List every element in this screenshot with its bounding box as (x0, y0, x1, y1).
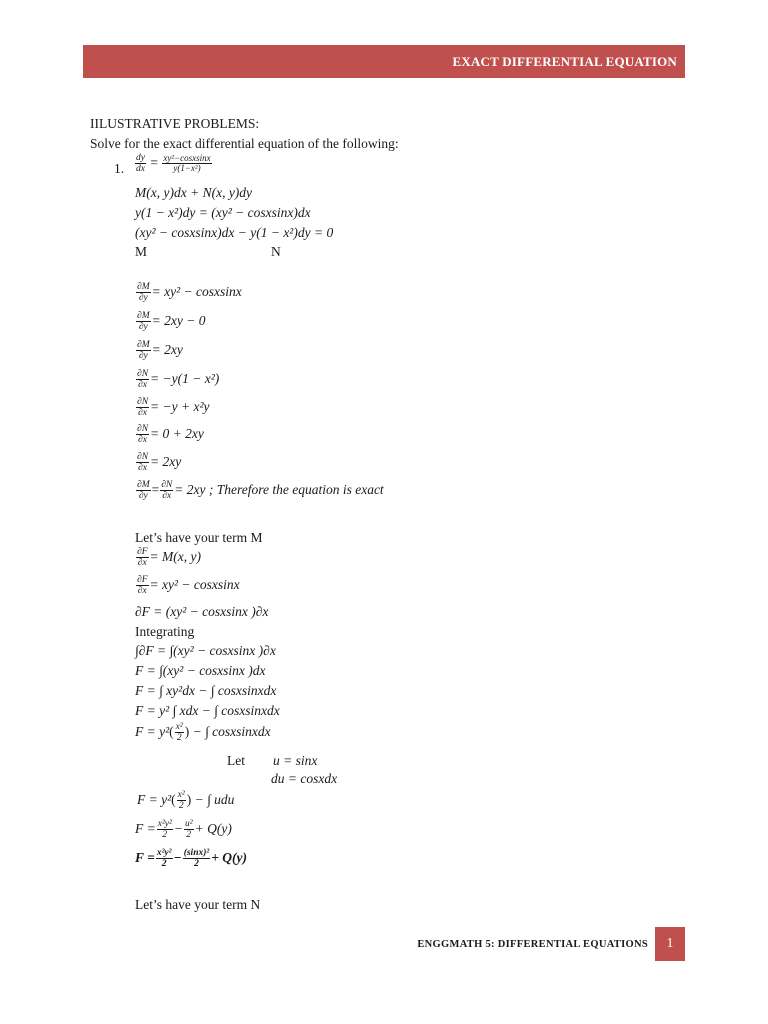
term-m-line-1: $\frac{\partial F}{\partial x}$ = M(x, y) (137, 547, 201, 569)
partial-line-1: $\frac{\partial M}{\partial y}$ = xy² − cosxsinx (137, 282, 242, 304)
header-bar (83, 45, 685, 78)
partial-line-5: $\frac{\partial N}{\partial x}$ = −y + x²y (137, 397, 210, 419)
term-n-heading: Let’s have your term N (135, 897, 261, 912)
integral-line-7: F = $\frac{\text{x²y²}}{2}$ − $\frac{\text{u²}}{2}$ + Q(y) (135, 819, 232, 841)
given-fraction-left: $\frac{dy}{dx}$ (136, 153, 145, 175)
integral-line-6: F = y²( $\frac{\text{x²}}{2}$ ) − ∫ udu (137, 790, 235, 812)
term-m-line-3: ∂F = (xy² − cosxsinx )∂x (135, 604, 269, 619)
partial-line-3: $\frac{\partial M}{\partial y}$ = 2xy (137, 340, 183, 362)
integrating-label: Integrating (135, 624, 195, 639)
given-fraction-right: $\frac{\text{xy²−cosxsinx}}{\text{y(1−x²)}}$ (163, 152, 211, 174)
partial-line-2: $\frac{\partial M}{\partial y}$ = 2xy − 0 (137, 311, 206, 333)
partial-line-8: $\frac{\partial M}{\partial y}$ = $\frac{\partial N}{\partial x}$ = 2xy ; Therefore the equation is exact (137, 480, 384, 502)
let-u: u = sinx (273, 753, 318, 768)
partial-line-7: $\frac{\partial N}{\partial x}$ = 2xy (137, 452, 182, 474)
problem-number: 1. (114, 161, 125, 176)
let-du: du = cosxdx (271, 771, 338, 786)
equation-line-3: (xy² − cosxsinx)dx − y(1 − x²)dy = 0 (135, 225, 334, 240)
partial-line-4: $\frac{\partial N}{\partial x}$ = −y(1 − x²) (137, 369, 220, 391)
equation-line-2: y(1 − x²)dy = (xy² − cosxsinx)dx (135, 205, 311, 220)
given-equation: $\frac{dy}{dx}$ = $\frac{\text{xy²−cosxsinx}}{\text{y(1−x²)}}$ (136, 152, 211, 175)
partial-line-6: $\frac{\partial N}{\partial x}$ = 0 + 2xy (137, 424, 204, 446)
let-word: Let (227, 753, 245, 768)
section-heading: IILUSTRATIVE PROBLEMS: (90, 116, 260, 131)
integral-line-4: F = y² ∫ xdx − ∫ cosxsinxdx (135, 703, 280, 718)
header-title: EXACT DIFFERENTIAL EQUATION (452, 54, 677, 69)
page-number: 1 (655, 927, 685, 961)
integral-line-5: F = y²( $\frac{\text{x²}}{2}$ ) − ∫ cosxsinxdx (135, 722, 271, 744)
equation-line-1: M(x, y)dx + N(x, y)dy (135, 185, 253, 200)
term-m-heading: Let’s have your term M (135, 530, 263, 545)
label-n: N (271, 244, 281, 259)
integral-line-1: ∫∂F = ∫(xy² − cosxsinx )∂x (135, 643, 276, 658)
term-m-line-2: $\frac{\partial F}{\partial x}$ = xy² − cosxsinx (137, 575, 240, 597)
integral-line-3: F = ∫ xy²dx − ∫ cosxsinxdx (135, 683, 277, 698)
integral-result: F = $\frac{\text{x²y²}}{2}$ − $\frac{\text{(sinx)²}}{2}$ + Q(y) (135, 848, 248, 870)
integral-line-2: F = ∫(xy² − cosxsinx )dx (135, 663, 266, 678)
label-m: M (135, 244, 148, 259)
instruction-text: Solve for the exact differential equation of the following: (90, 136, 399, 151)
footer-label: ENGGMATH 5: DIFFERENTIAL EQUATIONS (417, 939, 648, 950)
